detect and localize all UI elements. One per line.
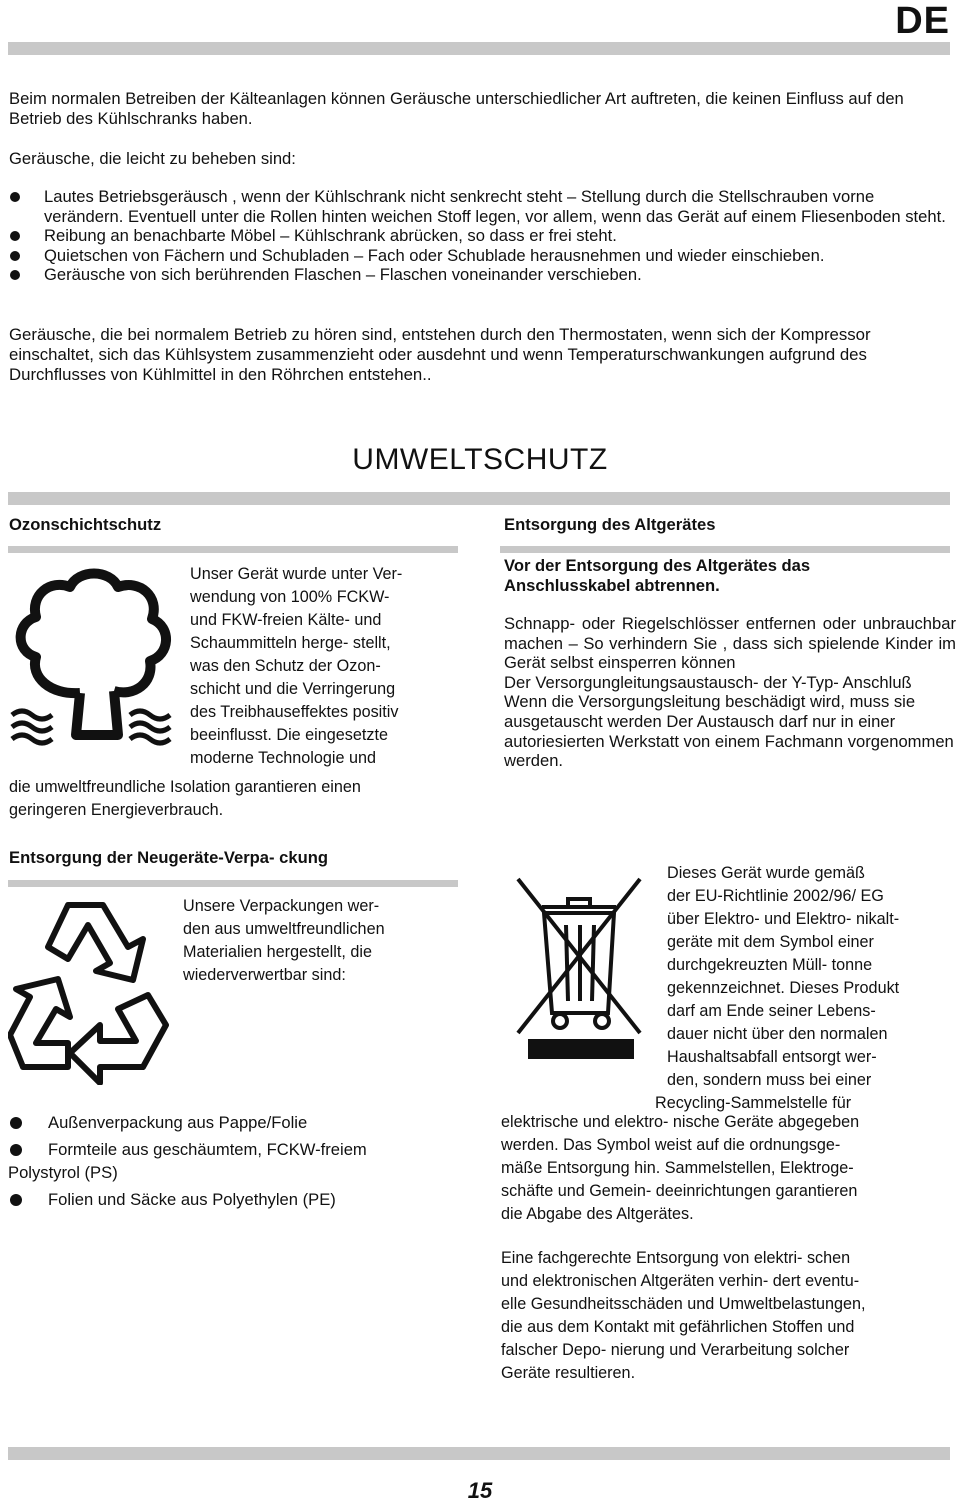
noise-bullet-item: Reibung an benachbarte Möbel – Kühlschrank abrücken, so dass er frei steht.: [9, 226, 949, 246]
weee-closing: Eine fachgerechte Entsorgung von elektri- schen und elektronischen Altgeräten verhin- dert eventu- elle Gesundheitsschäden und Umweltbelastungen, die aus dem Kontakt mit gefährlichen Stoffen und falscher Depo- nierung und Verarbeitung solcher Geräte resultieren.: [501, 1249, 866, 1382]
normal-noises-paragraph: Geräusche, die bei normalem Betrieb zu hören sind, entstehen durch den Thermostaten, wenn sich der Kompressor einschaltet, sich das Kühlsystem zusammenzieht oder ausdehnt und wenn Temperaturschwankungen aufgrund des Durchflusses von Kühlmittel in den Röhrchen entstehen..: [9, 325, 871, 384]
packaging-bullet-list: [8, 1111, 468, 1211]
weee-text-tail: elektrische und elektro- nische Geräte abgegeben werden. Das Symbol weist auf die ordnungsge- mäße Entsorgung hin. Sammelstellen, Elektroge- schäfte und Gemein- deeinrichtungen garantieren die Abgabe des Altgerätes.: [501, 1113, 860, 1223]
weee-text: Dieses Gerät wurde gemäß der EU-Richtlinie 2002/96/ EG über Elektro- und Elektro- nikalt- geräte mit dem Symbol einer durchgekreuzten Müll- tonne gekennzeichnet. Dieses Produkt darf am Ende seiner Lebens- dauer nicht über den normalen Haushaltsabfall entsorgt wer- den, sondern muss bei einer Recycling-Sammelstelle für: [655, 864, 900, 1112]
section-title: UMWELTSCHUTZ: [352, 443, 608, 476]
recycle-icon: [8, 885, 178, 1085]
packaging-bullet-item: Außenverpackung aus Pappe/Folie: [8, 1111, 468, 1134]
section-divider: [8, 492, 950, 505]
crossed-out-bin-icon: [512, 873, 652, 1073]
tree-icon: [10, 565, 180, 750]
page-number: 15: [467, 1478, 493, 1503]
packaging-bullet-item: Formteile aus geschäumtem, FCKW-freiem Polystyrol (PS): [8, 1140, 367, 1182]
intro-paragraph: Beim normalen Betreiben der Kälteanlagen können Geräusche unterschiedlicher Art auftreten, die keinen Einfluss auf den Betrieb des Kühlschranks haben.: [9, 89, 904, 128]
bullet-icon: [10, 270, 20, 280]
old-device-divider: [500, 546, 950, 553]
bullet-icon: [10, 1117, 22, 1129]
header-divider: [8, 42, 950, 55]
lock-text: Schnapp- oder Riegelschlösser entfernen oder unbrauchbar machen – So verhindern Sie , dass sich spielende Kinder im Gerät selbst einsperren können Der Versorgungleitungsaustausch- der Y-Typ- Anschluß Wenn die Versorgungsleitung beschädigt wird, muss sie ausgetauscht werden Der Austausch darf nur in einer autoriesierten Werkstatt von einem Fachmann vorgenommen werden.: [504, 614, 956, 771]
noise-bullet-item: Lautes Betriebsgeräusch , wenn der Kühlschrank nicht senkrecht steht – Stellung durch die Stellschrauben vorne verändern. Eventuell unter die Rollen hinten weichen Stoff legen, vor allem, wenn das Gerät auf einem Fliesenboden steht.: [9, 187, 949, 226]
noise-bullet-item: Quietschen von Fächern und Schubladen – Fach oder Schublade herausnehmen und wieder einschieben.: [9, 246, 949, 266]
footer-divider: [8, 1447, 950, 1460]
bullet-icon: [10, 1144, 22, 1156]
bullet-icon: [10, 231, 20, 241]
bullet-icon: [10, 192, 20, 202]
ozone-heading: Ozonschichtschutz: [9, 515, 162, 534]
noise-bullet-item: Geräusche von sich berührenden Flaschen – Flaschen voneinander verschieben.: [9, 265, 949, 285]
packaging-text: Unsere Verpackungen wer- den aus umweltfreundlichen Materialien hergestellt, die wiederverwertbar sind:: [183, 897, 385, 984]
cable-note: Vor der Entsorgung des Altgerätes das Anschlusskabel abtrennen.: [504, 556, 811, 595]
packaging-bullet-item: Folien und Säcke aus Polyethylen (PE): [8, 1188, 468, 1211]
old-device-heading: Entsorgung des Altgerätes: [504, 515, 716, 534]
bullet-icon: [10, 1194, 22, 1206]
ozone-text: Unser Gerät wurde unter Ver- wendung von 100% FCKW- und FKW-freien Kälte- und Schaummitteln herge- stellt, was den Schutz der Ozon- schicht und die Verringerung des Treibhauseffektes positiv beeinflusst. Die eingesetzte moderne Technologie und: [190, 565, 403, 767]
ozone-text-tail: die umweltfreundliche Isolation garantieren einen geringeren Energieverbrauch.: [9, 778, 361, 819]
noise-bullet-list: [9, 187, 949, 285]
ozone-divider: [8, 546, 458, 553]
bullet-icon: [10, 251, 20, 261]
language-code: DE: [895, 0, 950, 42]
packaging-heading: Entsorgung der Neugeräte-Verpa- ckung: [9, 848, 329, 867]
easy-fix-heading: Geräusche, die leicht zu beheben sind:: [9, 149, 296, 168]
